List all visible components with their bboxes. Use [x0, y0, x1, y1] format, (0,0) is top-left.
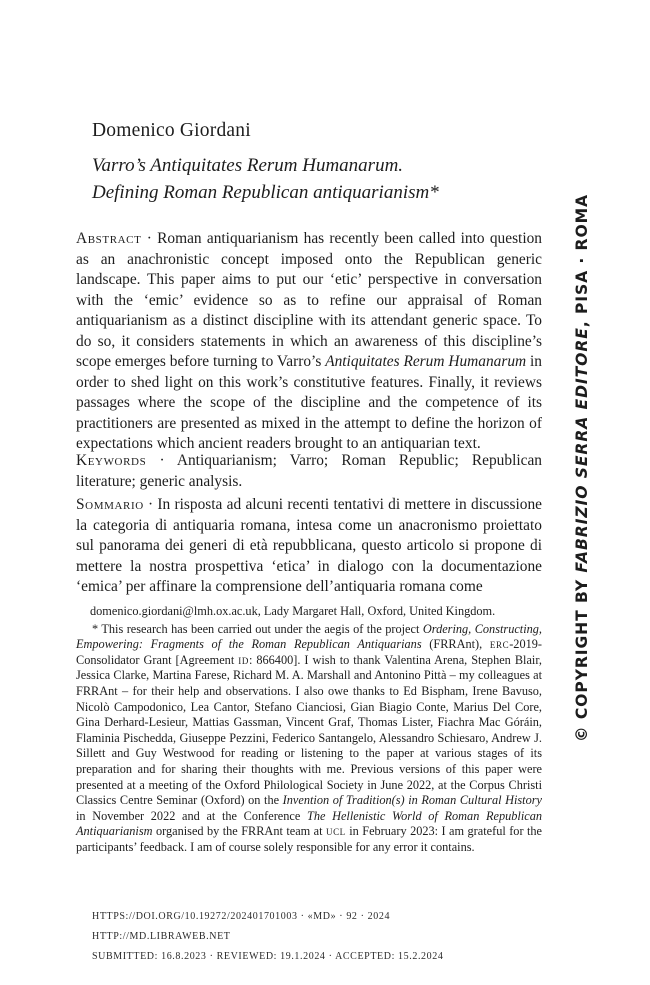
sommario-label: Sommario	[76, 496, 144, 513]
copyright-text: COPYRIGHT BY	[573, 572, 591, 726]
abstract-text-2: in order to shed light on this work’s constitutive features. Finally, it reviews passages where the scope of the discipline and the competence of its practitioners are presented as mixed in the attempt to define the horizon of expectations which ancient readers brought to an antiquarian text.	[76, 353, 542, 452]
abstract-label: Abstract	[76, 230, 142, 247]
footnote-text: : 866400]. I wish to thank Valentina Arena, Stephen Blair, Jessica Clarke, Martina Farese, Richard M. A. Marshall and Antonino Pittà – my colleagues at FRRAnt – for their help and observations. I also owe thanks to Ed Bispham, Irene Bavuso, Nicolò Campodonico, Lea Cantor, Stefano Cianciosi, Gian Biagio Conte, Marius Del Core, Gina Derhard-Lesieur, Mattias Gassman, Vincent Graf, Thomas Lister, Fiachra Mac Góráin, Flaminia Pischedda, Giuseppe Pezzini, Federico Santangelo, Alessandro Schiesaro, Andrew J. Sillett and Guy Westwood for reading or listening to the paper at various stages of its preparation and for sharing their thoughts with me. Previous versions of this paper were presented at a meeting of the Oxford Philological Society in June 2022, at the Corpus Christi Classics Centre Seminar (Oxford) on the	[76, 652, 542, 808]
submission-dates: SUBMITTED: 16.8.2023 · REVIEWED: 19.1.2024 · ACCEPTED: 15.2.2024	[92, 951, 444, 962]
keywords-paragraph	[76, 451, 542, 492]
copyright-notice	[573, 194, 591, 742]
footnotes	[76, 604, 542, 856]
abstract-separator: ·	[141, 230, 158, 247]
copyright-symbol: ©	[573, 725, 591, 743]
footnote-text: -2019-Consolidator Grant [Agreement	[76, 637, 542, 667]
footnote-text: in February 2023: I am grateful for the participants’ feedback. I am of course solely responsible for any error it contains.	[76, 824, 542, 854]
keywords-text: Antiquarianism; Varro; Roman Republic; Republican literature; generic analysis.	[76, 452, 542, 490]
sommario-text: In risposta ad alcuni recenti tentativi di mettere in discussione la categoria di antiquaria romana, intesa come un anacronismo proiettato sul panorama dei generi di età repubblicana, questo articolo si propone di mettere la nostra prospettiva ‘etica’ in dialogo con la documentazione ‘emica’ per affinare la comprensione dell’antiquaria romana come	[76, 496, 542, 595]
footnote-text: This research has been carried out under the aegis of the project	[98, 621, 423, 636]
author-name: Domenico Giordani	[92, 120, 251, 141]
title-line-1: Varro’s Antiquitates Rerum Humanarum.	[92, 155, 404, 176]
publication-metadata	[92, 907, 443, 967]
ucl-abbrev: ucl	[325, 824, 346, 839]
author-email-affiliation: domenico.giordani@lmh.ox.ac.uk, Lady Margaret Hall, Oxford, United Kingdom.	[90, 604, 496, 618]
title-line-2: Defining Roman Republican antiquarianism*	[92, 182, 439, 203]
project-title: Ordering, Constructing, Empowering: Fragments of the Roman Republican Antiquarians	[76, 621, 543, 652]
publisher-name: FABRIZIO SERRA EDITORE	[573, 327, 591, 573]
footnote-star	[76, 622, 542, 856]
footnote-text: (FRRAnt),	[421, 637, 490, 652]
footnote-marker: *	[92, 621, 99, 636]
conference-title: The Hellenistic World of Roman Republican Antiquarianism	[76, 808, 542, 839]
abstract-text-1: Roman antiquarianism has recently been called into question as an anachronistic concept imposed onto the Republican generic landscape. This paper aims to put our ‘etic’ perspective in conversation with the ‘emic’ evidence so as to refine our appraisal of Roman antiquarianism as a distinct discipline with its attendant generic space. To do so, it considers statements in which an awareness of this discipline’s scope emerges before turning to Varro’s	[76, 230, 543, 370]
copyright-places: , PISA · ROMA	[573, 193, 591, 328]
doi-line[interactable]: HTTPS://DOI.ORG/10.19272/202401701003 · «MD» · 92 · 2024	[92, 911, 391, 922]
journal-url[interactable]: HTTP://MD.LIBRAWEB.NET	[92, 931, 231, 942]
id-abbrev: id	[238, 652, 249, 667]
abstract-paragraph	[76, 229, 542, 455]
keywords-label: Keywords	[76, 452, 147, 469]
keywords-separator: ·	[146, 452, 177, 469]
sommario-paragraph	[76, 495, 542, 595]
seminar-title: Invention of Tradition(s) in Roman Cultural History	[282, 793, 542, 808]
abstract-work-title: Antiquitates Rerum Humanarum	[325, 353, 527, 370]
footnote-text: organised by the FRRAnt team at	[152, 824, 326, 839]
sommario-separator: ·	[143, 496, 158, 513]
erc-abbrev: erc	[489, 637, 510, 652]
article-title	[92, 152, 532, 206]
footnote-text: in November 2022 and at the Conference	[76, 808, 307, 823]
